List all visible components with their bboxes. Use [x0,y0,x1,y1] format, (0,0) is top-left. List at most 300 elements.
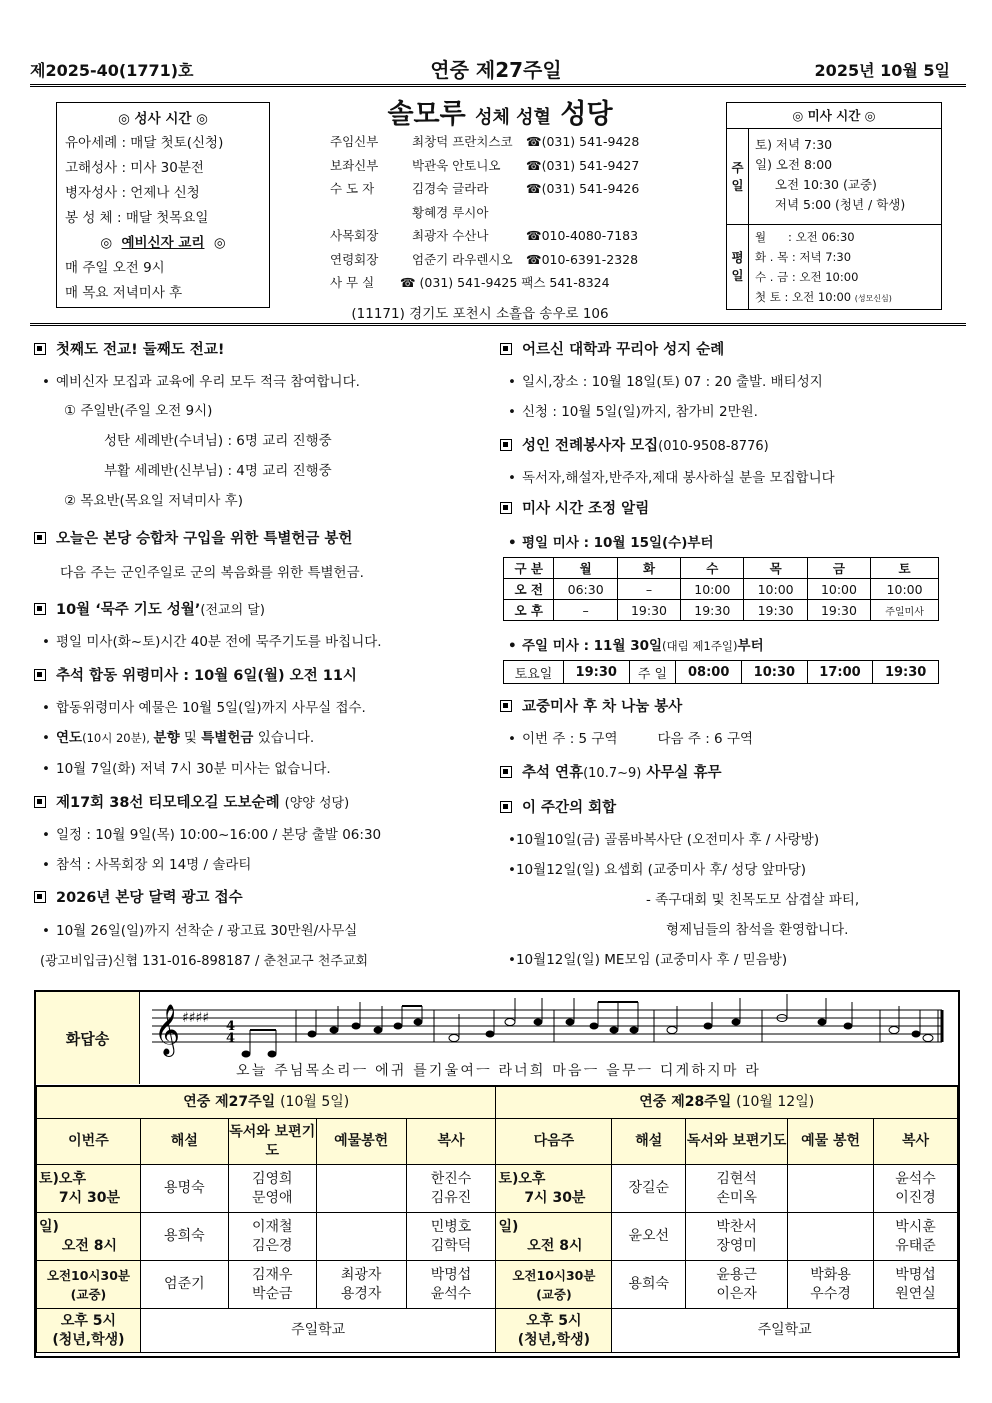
staff-name: 황혜경 루시아 [412,204,489,220]
staff-role: 연령회장 [330,251,379,267]
cell-line: 7시 30분 [524,1189,586,1206]
cell-line: 윤용근 [716,1266,757,1283]
table-cell [228,1261,316,1309]
label-char: 평 [731,250,744,265]
catechumen-line: 매 목요 저녁미사 후 [65,285,183,301]
notice-heading-text: 성인 전례봉사자 모집 [522,438,659,454]
cell-line: (교중) [536,1286,572,1302]
table-cell: – [554,600,617,621]
notice-item: •10월12일(일) 요셉회 (교중미사 후/ 성당 앞마당) [508,862,807,878]
sacrament-title: ◎ 성사 시간 ◎ [118,111,208,127]
notice-heading [34,338,224,359]
table-cell [228,1165,316,1213]
notice-item: ② 목요반(목요일 저녁미사 후) [64,493,243,509]
table-cell: 10:00 [807,579,870,600]
table-row [504,661,939,684]
mass-line: 토) 저녁 7:30 [755,137,833,152]
staff-phone: ☎(031) 541-9428 [526,134,640,149]
parish-name-sub: 성체 성혈 [475,107,551,128]
mass-time-cell [496,1165,612,1213]
label-char: 일 [731,177,744,193]
header-divider [30,84,966,88]
table-cell [686,1165,788,1213]
table-cell: 10:00 [681,579,744,600]
cell-line: 손미옥 [716,1189,757,1206]
notice-heading [500,796,616,817]
notice-text: 있습니다. [253,730,315,746]
notice-text: 신청 : 10월 5일(일)까지, 참가비 2만원. [522,404,758,420]
table-cell: 윤오선 [612,1213,686,1261]
notice-item: 성탄 세례반(수녀님) : 6명 교리 진행중 [104,433,332,449]
week-date: (10월 12일) [736,1094,815,1110]
psalm-lyrics: 오늘 주님목소리ㅡ 에귀 를기울여ㅡ 라너희 마음ㅡ 을무ㅡ 디게하지마 라 [236,1063,761,1079]
notice-text: 및 [179,730,202,746]
staff-role: 수 도 자 [330,181,375,196]
mass-time-cell [496,1309,612,1353]
notice-item: • 합동위령미사 예물은 10월 5일(일)까지 사무실 접수. [42,700,366,716]
staff-phone: ☎(031) 541-9427 [526,157,640,173]
table-cell [316,1165,406,1213]
cell-line: 오전 8시 [61,1237,118,1254]
notice-heading [34,664,357,685]
table-cell: 19:30 [807,600,870,621]
notice-text: 부터 [737,638,764,654]
table-header: 예물봉헌 [316,1119,406,1165]
notice-text: 분향 [153,730,180,746]
parish-name [300,92,700,131]
bullet-square-icon [500,343,512,355]
staff-name: 박관욱 안토니오 [412,157,501,173]
label-char: 일 [731,268,744,283]
cell-line: 오후 5시 [60,1312,117,1329]
mass-time-cell [37,1261,141,1309]
sacrament-line: 유아세례 : 매달 첫토(신청) [65,135,224,151]
cell-line: 박찬서 [716,1218,757,1235]
mass-time-cell [37,1309,141,1353]
staff-name: 엄준기 라우렌시오 [412,251,513,267]
cell-line: 7시 30분 [58,1189,121,1206]
table-header: 구 분 [504,558,554,579]
mark-left: ◎ [100,235,113,251]
table-cell [874,1261,958,1309]
issue-number: 제2025-40(1771)호 [30,61,194,80]
table-header: 복사 [406,1119,496,1165]
staff-role: 사목회장 [330,228,379,243]
notice-heading-text: 어르신 대학과 꾸리아 성지 순례 [522,342,725,358]
bullet-square-icon [34,343,46,355]
table-cell [874,1165,958,1213]
notice-text: 주일 미사 : 11월 30일 [522,638,663,654]
table-cell: 용명숙 [140,1165,228,1213]
notice-heading-text: 사무실 휴무 [641,765,722,781]
table-cell [228,1213,316,1261]
notice-text: 특별헌금 [201,730,254,746]
bullet-square-icon [500,700,512,712]
table-cell: 용희숙 [140,1213,228,1261]
table-cell: 오 전 [504,579,554,600]
table-cell: 주일학교 [140,1309,496,1353]
staff-row [330,201,710,225]
table-header: 수 [681,558,744,579]
week-title: 연중 제28주일 [639,1094,732,1110]
cell-line: 원연실 [895,1285,936,1302]
duty-roster-table [36,1086,958,1353]
mass-times-title: ◎ 미사 시간 ◎ [727,103,941,129]
mass-line: 저녁 5:00 (청년 / 학생) [755,197,906,212]
mass-times-box [726,102,942,310]
cell-line: 토)오후 [39,1170,86,1187]
table-header: 월 [554,558,617,579]
cell-line: 이은자 [716,1285,757,1302]
notice-item: • 독서자,해설자,반주자,제대 봉사하실 분을 모집합니다 [508,470,835,486]
table-header: 토 [871,558,939,579]
mass-line: 화 . 목 : 저녁 7:30 [755,250,852,264]
mass-time-cell [496,1261,612,1309]
cell-line: 김유진 [430,1189,472,1206]
notice-heading [34,791,349,812]
notice-item: - 족구대회 및 친목도모 삼겹살 파티, [646,892,860,908]
notice-text: 예비신자 모집과 교육에 우리 모두 적극 참여합니다. [56,374,360,390]
notice-text: 10월12일(일) 요셉회 (교중미사 후/ 성당 앞마당) [515,862,807,878]
table-header: 다음주 [496,1119,612,1165]
table-cell [406,1213,496,1261]
table-header: 이번주 [37,1119,141,1165]
weekday-mass-block [727,225,941,311]
notice-item: • 일정 : 10월 9일(목) 10:00~16:00 / 본당 출발 06:30 [42,827,382,843]
cell-line: (청년,학생) [517,1331,590,1348]
cell-line: 일) [498,1218,519,1235]
staff-row [330,154,710,178]
table-cell: 10:00 [744,579,807,600]
notice-heading [500,434,769,455]
notice-subheading: • 평일 미사 : 10월 15일(수)부터 [508,535,714,551]
table-row [37,1119,958,1165]
notice-heading [34,598,265,619]
sunday-mass-block [727,129,941,225]
mass-note: (성모신심) [854,294,892,303]
table-row [37,1213,958,1261]
table-cell: 06:30 [554,579,617,600]
catechumen-line: 매 주일 오전 9시 [65,260,165,276]
notice-heading-note: (전교의 달) [200,603,265,618]
cell-line: 김은경 [251,1237,293,1254]
mass-line: 첫 토 : 오전 10:00 [755,290,852,304]
table-cell [406,1261,496,1309]
notice-heading [500,497,649,518]
week-title: 연중 제27주일 [183,1094,276,1110]
notice-text: 일시,장소 : 10월 18일(토) 07 : 20 출발. 배티성지 [522,374,823,390]
notice-text: 평일 미사(화~토)시간 40분 전에 묵주기도를 바칩니다. [56,634,382,650]
notice-heading-text: 교중미사 후 차 나눔 봉사 [522,699,683,715]
table-row [37,1087,958,1119]
bullet-square-icon [34,796,46,808]
table-row [504,600,939,621]
cell-line: 토)오후 [498,1170,546,1187]
cell-line: 김재우 [251,1266,293,1283]
notice-item: • 이번 주 : 5 구역 다음 주 : 6 구역 [508,731,754,747]
notice-item: 부활 세례반(신부님) : 4명 교리 진행중 [104,463,332,479]
cell-line: 이재철 [251,1218,293,1235]
bullet-square-icon [500,439,512,451]
table-cell [874,1213,958,1261]
notice-text: 10월10일(금) 골롬바복사단 (오전미사 후 / 사랑방) [515,832,820,848]
sunday-mass-list [749,129,911,224]
mass-time-cell [37,1165,141,1213]
catechumen-title [65,231,261,256]
table-header: 독서와 보편기도 [228,1119,316,1165]
staff-directory [330,130,710,295]
notice-heading-text: 오늘은 본당 승합차 구입을 위한 특별헌금 봉헌 [56,531,353,547]
staff-row [330,177,710,201]
notice-text: 일정 : 10월 9일(목) 10:00~16:00 / 본당 출발 06:30 [56,827,382,843]
notice-heading-text: 이 주간의 회합 [522,800,617,816]
notice-heading [500,338,724,359]
label-char: 주 [731,159,744,175]
svg-text:4: 4 [226,1031,236,1046]
sacrament-line: 고해성사 : 미사 30분전 [65,160,204,176]
staff-row [330,130,710,154]
cell-line: 이진경 [895,1189,936,1206]
staff-role: 주임신부 [330,134,379,149]
cell-line: 오전10시30분 [46,1267,130,1283]
notice-heading-text: 2026년 본당 달력 광고 접수 [56,890,243,906]
table-cell: 19:30 [563,661,629,684]
notice-heading-text: 추석 합동 위령미사 : 10월 6일(월) 오전 11시 [56,668,357,684]
table-cell: 19:30 [873,661,939,684]
svg-text:♯♯♯♯: ♯♯♯♯ [182,1010,210,1026]
notice-item: • 평일 미사(화~토)시간 40분 전에 묵주기도를 바칩니다. [42,634,382,650]
parish-name-end: 성당 [560,99,613,130]
cell-line: 박시훈 [895,1218,936,1235]
staff-phone: ☎010-4080-7183 [526,228,639,243]
table-cell: 토요일 [504,661,564,684]
cell-line: 장영미 [716,1237,757,1254]
bullet-square-icon [34,603,46,615]
notice-heading-note: (010-9508-8776) [658,439,769,454]
week-header [496,1087,958,1119]
table-header: 복사 [874,1119,958,1165]
table-header: 화 [617,558,680,579]
sacrament-times-box [56,102,270,308]
section-divider [30,323,966,327]
notice-item: • 신청 : 10월 5일(일)까지, 참가비 2만원. [508,404,758,420]
notice-heading [34,886,243,907]
notice-item: ① 주일반(주일 오전 9시) [64,403,213,419]
notice-heading-text: 미사 시간 조정 알림 [522,501,650,517]
notice-heading [500,761,721,782]
cell-line: 오전 8시 [527,1237,583,1254]
issue-date: 2025년 10월 5일 [814,61,950,80]
bullet-square-icon [500,502,512,514]
notice-text: (10시 20분), [82,731,154,745]
table-cell [406,1165,496,1213]
cell-line: (청년,학생) [52,1331,125,1348]
sacrament-line: 병자성사 : 언제나 신청 [65,185,200,201]
notice-heading-text: 제17회 38선 티모테오길 도보순례 [56,795,280,811]
notice-heading-text: 추석 연휴 [522,765,584,781]
notice-heading-note: (양양 성당) [284,796,350,811]
table-cell: 19:30 [744,600,807,621]
notice-heading-text: 10월 ‘묵주 기도 성월’ [56,602,201,618]
notice-heading-text: 첫째도 전교! 둘째도 전교! [56,342,225,358]
weekday-mass-list [749,225,898,311]
page-title: 연중 제27주일 [430,58,562,82]
table-row [37,1165,958,1213]
cell-line: 유태준 [895,1237,936,1254]
table-cell: 엄준기 [140,1261,228,1309]
cell-line: 한진수 [430,1170,472,1187]
catechumen-title-text: 예비신자 교리 [121,235,205,251]
cell-line: 일) [39,1218,59,1235]
notice-text: 연도 [56,730,83,746]
cell-line: 우수경 [810,1285,851,1302]
staff-row [330,271,710,295]
parish-address: (11171) 경기도 포천시 소흘읍 송우로 106 [351,306,609,322]
table-header: 해설 [140,1119,228,1165]
notice-text: 다음 주 : 6 구역 [657,731,754,747]
mass-line: 수 . 금 : 오전 10:00 [755,270,859,284]
table-cell: 주일미사 [871,600,939,621]
notice-subheading: • 주일 미사 : 11월 30일(대림 제1주일)부터 [508,638,764,654]
sunday-label [727,129,749,224]
notice-text: 평일 미사 : 10월 15일(수)부터 [522,535,714,551]
notice-item: • 10월 7일(화) 저녁 7시 30분 미사는 없습니다. [42,761,331,777]
table-cell [686,1213,788,1261]
notice-heading-note: (10.7~9) [583,766,642,781]
cell-line: (교중) [70,1286,107,1302]
psalm-label: 화답송 [36,992,140,1084]
table-header: 목 [744,558,807,579]
notice-text: (대림 제1주일) [662,639,738,653]
table-cell: 17:00 [807,661,873,684]
svg-text:4: 4 [226,1019,236,1034]
cell-line: 박명섭 [895,1266,936,1283]
week-header [37,1087,496,1119]
week-date: (10월 5일) [280,1094,350,1110]
notice-text: 독서자,해설자,반주자,제대 봉사하실 분을 모집합니다 [522,470,835,486]
mass-line: 일) 오전 8:00 [755,157,833,172]
notice-item: • 10월 26일(일)까지 선착순 / 광고료 30만원/사무실 [42,923,358,939]
table-row [37,1261,958,1309]
table-cell: 주 일 [629,661,676,684]
table-cell [316,1261,406,1309]
cell-line: 박화용 [810,1266,851,1283]
staff-name: 최광자 수산나 [412,228,489,243]
table-header: 금 [807,558,870,579]
table-cell: 08:00 [676,661,742,684]
notice-text: 10월 7일(화) 저녁 7시 30분 미사는 없습니다. [56,761,331,777]
cell-line: 윤석수 [895,1170,936,1187]
table-cell [788,1165,874,1213]
mass-time-cell [496,1213,612,1261]
table-row [504,579,939,600]
table-cell: 19:30 [617,600,680,621]
table-cell [686,1261,788,1309]
table-row [504,558,939,579]
mark-right: ◎ [213,235,226,251]
cell-line: 김학덕 [430,1237,472,1254]
mass-line: 오전 10:30 (교중) [755,177,877,192]
notice-item: 형제님들의 참석을 환영합니다. [666,922,849,938]
table-cell: 10:30 [742,661,808,684]
table-cell [788,1261,874,1309]
notice-text: 참석 : 사목회장 외 14명 / 솔라티 [56,857,252,873]
table-header: 독서와 보편기도 [686,1119,788,1165]
svg-text:𝄞: 𝄞 [154,1004,181,1055]
cell-line: 김현석 [716,1170,757,1187]
table-cell: 장길순 [612,1165,686,1213]
notice-item: • 일시,장소 : 10월 18일(토) 07 : 20 출발. 배티성지 [508,374,823,390]
cell-line: 박명섭 [430,1266,472,1283]
notice-text: 10월 26일(일)까지 선착순 / 광고료 30만원/사무실 [56,923,358,939]
bullet-square-icon [34,669,46,681]
cell-line: 오후 5시 [526,1312,582,1329]
notice-item: •10월12일(일) ME모임 (교중미사 후 / 믿음방) [508,952,788,968]
table-cell [316,1213,406,1261]
notice-item: 다음 주는 군인주일로 군의 복음화를 위한 특별헌금. [60,565,364,581]
notice-item: • 연도(10시 20분), 분향 및 특별헌금 있습니다. [42,730,315,746]
cell-line: 민병호 [430,1218,472,1235]
cell-line: 오전10시30분 [512,1267,596,1283]
weekday-mass-table [503,557,939,621]
staff-role: 보좌신부 [330,157,379,173]
cell-line: 윤석수 [430,1285,472,1302]
sunday-mass-table [503,660,939,684]
bullet-square-icon [500,766,512,778]
staff-name: 최창덕 프란치스코 [412,134,513,149]
staff-phone: ☎(031) 541-9426 [526,181,640,196]
bullet-square-icon [500,801,512,813]
table-cell [788,1213,874,1261]
staff-row [330,224,710,248]
bullet-square-icon [34,891,46,903]
table-row [37,1309,958,1353]
notice-heading [500,695,682,716]
parish-name-main: 솔모루 [387,99,466,130]
notice-text: 10월12일(일) ME모임 (교중미사 후 / 믿음방) [515,952,788,968]
table-cell: 용희숙 [612,1261,686,1309]
mass-line: 월 : 오전 06:30 [755,230,855,244]
cell-line: 김영희 [251,1170,293,1187]
notice-item: • 예비신자 모집과 교육에 우리 모두 적극 참여합니다. [42,374,360,390]
table-cell: – [617,579,680,600]
staff-row [330,248,710,272]
table-header: 예물 봉헌 [788,1119,874,1165]
mass-time-cell [37,1213,141,1261]
table-cell: 주일학교 [612,1309,958,1353]
table-cell: 10:00 [871,579,939,600]
notice-text: 이번 주 : 5 구역 [522,731,618,747]
staff-phone: ☎010-6391-2328 [526,251,639,267]
office-contact: ☎ (031) 541-9425 팩스 541-8324 [400,275,610,290]
cell-line: 박순금 [251,1285,293,1302]
cell-line: 최광자 [340,1266,382,1283]
cell-line: 문영애 [251,1189,293,1206]
notice-heading [34,527,352,548]
table-cell: 19:30 [681,600,744,621]
table-cell: 오 후 [504,600,554,621]
responsorial-psalm-row [36,992,958,1086]
notice-item: • 참석 : 사목회장 외 14명 / 솔라티 [42,857,252,873]
sacrament-line: 봉 성 체 : 매달 첫목요일 [65,210,209,226]
notice-text: 합동위령미사 예물은 10월 5일(일)까지 사무실 접수. [56,700,366,716]
table-header: 해설 [612,1119,686,1165]
staff-role: 사 무 실 [330,275,375,290]
notice-item: (광고비입금)신협 131-016-898187 / 춘천교구 천주교회 [40,954,369,969]
liturgy-duty-panel [34,990,960,1358]
bullet-square-icon [34,532,46,544]
notice-item: •10월10일(금) 골롬바복사단 (오전미사 후 / 사랑방) [508,832,820,848]
